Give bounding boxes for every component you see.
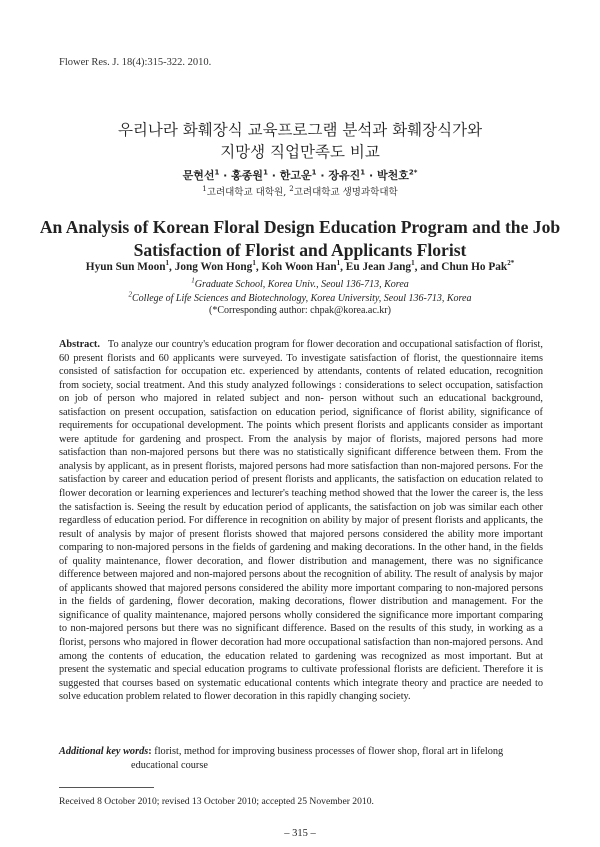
- affiliation-2-text: College of Life Sciences and Biotechnology, Korea University, Seoul 136-713, Korea: [132, 293, 472, 304]
- page-number: – 315 –: [284, 828, 316, 839]
- author-separator: ,: [340, 261, 346, 273]
- author-separator: ·: [267, 169, 280, 182]
- author-affiliation-marker: 1: [165, 259, 170, 268]
- author-affiliation-marker: 2*: [507, 259, 515, 268]
- english-author-list: [0, 261, 600, 273]
- affiliation-1: [0, 278, 600, 291]
- author-separator: ·: [365, 169, 377, 182]
- keywords-label: Additional key words: [59, 746, 149, 757]
- abstract-label: Abstract.: [59, 339, 100, 350]
- keywords: Additional key words: florist, method for improving business processes of flower shop, floral art in lifelong educational course: [59, 745, 543, 772]
- affiliation-marker: 2: [128, 290, 132, 299]
- author-separator: , and: [414, 261, 442, 273]
- author-affiliation-marker: 1: [311, 168, 317, 177]
- corresponding-author: (*Corresponding author: chpak@korea.ac.kr): [209, 305, 391, 316]
- author-name: Chun Ho Pak: [441, 261, 508, 273]
- author-name: 문현선: [182, 169, 215, 182]
- author-affiliation-marker: 1: [214, 168, 220, 177]
- keywords-line-1: florist, method for improving business processes of flower shop, floral art in lifelong: [154, 746, 504, 757]
- author-name: 홍종원: [231, 169, 264, 182]
- author-name: Eu Jean Jang: [345, 261, 412, 273]
- korean-affiliation-1: 고려대학교 대학원,: [206, 187, 290, 198]
- author-affiliation-marker: 1: [360, 168, 366, 177]
- author-name: 한고운: [279, 169, 312, 182]
- journal-citation: Flower Res. J. 18(4):315-322. 2010.: [59, 57, 212, 68]
- author-separator: ·: [219, 169, 232, 182]
- korean-title-line-2: 지망생 직업만족도 비교: [220, 143, 380, 161]
- author-affiliation-marker: 1: [336, 259, 341, 268]
- korean-title-line-1: 우리나라 화훼장식 교육프로그램 분석과 화훼장식가와: [117, 121, 483, 139]
- affiliation-marker: 2: [289, 184, 294, 193]
- abstract-text: To analyze our country's education program for flower decoration and occupational satisfaction of florist, 60 present florists and 60 applicants were surveyed. To investigate satisfaction of florist, the questionnaire items consisted of satisfaction for occupation etc. experienced by attendants, contents of related education, recognition from society, social treatment. And this study analyzed followings : considerations to select occupation, satisfaction on job of person who majored in related subject and non- person without such an educational background, satisfaction on present occupation, satisfaction on education period, significance of florist ability, significance of requirements for occupational development. The points which present florists and applicants consider as important were aptitude for gardening and prospect. From the analysis by major of florists, majored persons had more satisfaction than non-majored persons but there was no statistically significant difference between them. From the analysis by applicant, as in present florists, majored persons had more satisfaction than non-majored persons. For the satisfaction by career and education period of present florists and applicants, the satisfaction on education related to flower decoration or learning experiences and lecturer's teaching method showed that the lower the career is, the less the satisfaction is. Seeing the result by education period of applicants, the satisfaction on job was similar each other regardless of education period. For difference in recognition on ability by major of present florists and applicants, the result of analysis by major of present florists showed that majored persons considered the ability more important comparing to non-majored persons in the fields of gardening and making decorations. In the other hand, in the fields of quality maintenance, flower decoration, and flower distribution and management, there was no significance difference between majored and non-majored persons about the recognition of ability. The result of analysis by major of applicants showed that majored persons considered the ability more important comparing to non-majored persons in the fields of gardening, flower decoration, making decorations, flower distribution and management. For the significance of quality maintenance, majored persons wholly considered the significance more important comparing to non-majored persons but there was no significant difference. Based on the results of this study, in working as a florist, persons who majored in flower decoration had more occupational satisfaction than non-majored persons. And among the contents of education, the education related to gardening was recognized as most important. But at present the systematic and special education programs to cultivate professional florists are deficient. Therefore it is suggested that courses based on systematic educational contents which integrate theory and practice are needed to solve education problem related to flower decoration in this rapidly changing society.: [59, 339, 543, 703]
- footnote-divider: [59, 787, 154, 788]
- korean-affiliation-2: 고려대학교 생명과학대학: [293, 187, 398, 198]
- author-name: Koh Woon Han: [261, 261, 337, 273]
- author-affiliation-marker: 1: [411, 259, 415, 268]
- author-separator: ,: [255, 261, 262, 273]
- english-title: An Analysis of Korean Floral Design Education Program and the Job Satisfaction of Florist and Applicants Florist: [39, 217, 561, 260]
- author-separator: ·: [316, 169, 329, 182]
- korean-author-list: [0, 167, 600, 183]
- affiliation-marker: 1: [202, 184, 207, 193]
- author-name: Jong Won Hong: [174, 261, 253, 273]
- author-name: 장유진: [328, 169, 361, 182]
- author-affiliation-marker: 1: [263, 168, 268, 177]
- author-affiliation-marker: 1: [252, 259, 256, 268]
- author-name: 박천호: [377, 169, 409, 182]
- affiliation-marker: 1: [191, 276, 195, 285]
- affiliation-2: [0, 292, 600, 305]
- korean-affiliations: [0, 184, 600, 198]
- author-affiliation-marker: 2*: [408, 168, 418, 177]
- affiliation-1-text: Graduate School, Korea Univ., Seoul 136-713, Korea: [194, 279, 409, 290]
- author-separator: ,: [169, 261, 175, 273]
- received-dates: Received 8 October 2010; revised 13 October 2010; accepted 25 November 2010.: [59, 796, 374, 807]
- abstract: [59, 338, 543, 704]
- keywords-line-2: educational course: [131, 759, 208, 771]
- korean-title: [0, 119, 600, 163]
- author-name: Hyun Sun Moon: [85, 261, 166, 273]
